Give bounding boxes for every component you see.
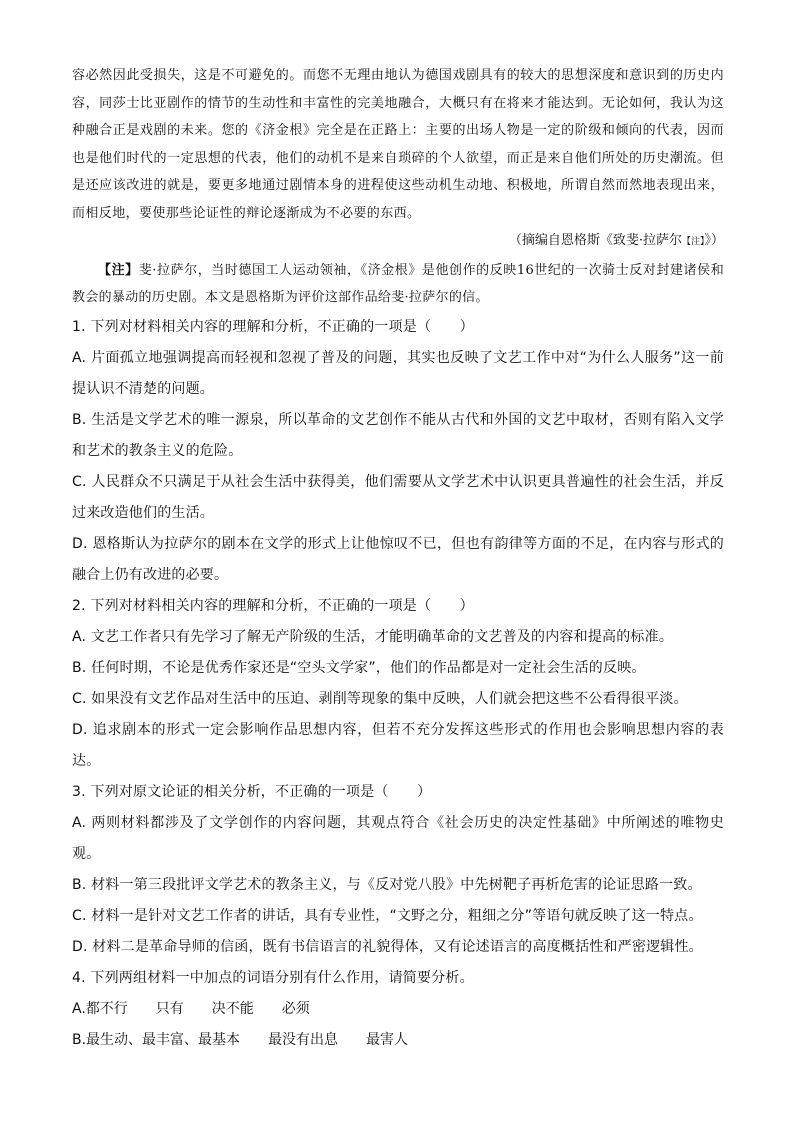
option-a: A. 文艺工作者只有先学习了解无产阶级的生活，才能明确革命的文艺普及的内容和提高的标准。 [72,628,674,645]
option-c: C. 材料一是针对文艺工作者的讲话，具有专业性，“文野之分，粗细之分”等语句就反映了这一特点。 [72,907,703,924]
word: B.最生动、最丰富、最基本 [72,1031,241,1048]
document-content [72,62,724,1056]
word: 最没有出息 [268,1031,339,1048]
question-stem: 1. 下列对材料相关内容的理解和分析，不正确的一项是（ ） [72,318,474,335]
word: A.都不行 [72,1000,128,1017]
note-label: 【注】 [98,262,139,278]
source-note-mark: 【注】 [681,237,705,247]
passage-source [72,227,724,257]
word-set-a [72,994,724,1025]
source-text: （摘编自恩格斯《致斐·拉萨尔 [508,233,682,248]
question-1 [72,312,724,591]
option-b: B. 生活是文学艺术的唯一源泉，所以革命的文艺创作不能从古代和外国的文艺中取材，否则有陷入文学和艺术的教条主义的危险。 [72,411,724,459]
note-body: 斐·拉萨尔，当时德国工人运动领袖，《济金根》是他创作的反映16世纪的一次骑士反对封建诸侯和教会的暴动的历史剧。本文是恩格斯为评价这部作品给斐·拉萨尔的信。 [72,262,724,305]
option-a: A. 两则材料都涉及了文学创作的内容问题，其观点符合《社会历史的决定性基础》中所阐述的唯物史观。 [72,814,724,862]
question-4 [72,963,724,1056]
source-close: 》） [704,233,724,248]
question-stem: 3. 下列对原文论证的相关分析，不正确的一项是（ ） [72,783,432,800]
option-d: D. 材料二是革命导师的信函，既有书信语言的礼貌得体，又有论述语言的高度概括性和严密逻辑性。 [72,938,703,955]
option-a: A. 片面孤立地强调提高而轻视和忽视了普及的问题，其实也反映了文艺工作中对“为什么人服务”这一前提认识不清楚的问题。 [72,349,724,397]
option-d: D. 恩格斯认为拉萨尔的剧本在文学的形式上让他惊叹不已，但也有韵律等方面的不足，在内容与形式的融合上仍有改进的必要。 [72,535,724,583]
question-stem: 2. 下列对材料相关内容的理解和分析，不正确的一项是（ ） [72,597,474,614]
word: 决不能 [211,1000,254,1017]
option-b: B. 材料一第三段批评文学艺术的教条主义，与《反对党八股》中先树靶子再析危害的论证思路一致。 [72,876,702,893]
question-stem: 4. 下列两组材料一中加点的词语分别有什么作用，请简要分析。 [72,969,474,986]
option-b: B. 任何时期，不论是优秀作家还是“空头文学家”，他们的作品都是对一定社会生活的反映。 [72,659,646,676]
option-c: C. 如果没有文艺作品对生活中的压迫、剥削等现象的集中反映，人们就会把这些不公看得很平淡。 [72,690,688,707]
option-c: C. 人民群众不只满足于从社会生活中获得美，他们需要从文学艺术中认识更具普遍性的社会生活，并反过来改造他们的生活。 [72,473,724,521]
word-set-b [72,1025,724,1056]
word: 必须 [281,1000,310,1017]
word: 只有 [155,1000,184,1017]
passage-paragraph: 容必然因此受损失，这是不可避免的。而您不无理由地认为德国戏剧具有的较大的思想深度和意识到的历史内容，同莎士比亚剧作的情节的生动性和丰富性的完美地融合，大概只有在将来才能达到。无论如何，我认为这种融合正是戏剧的未来。您的《济金根》完全是在正路上：主要的出场人物是一定的阶级和倾向的代表，因而也是他们时代的一定思想的代表，他们的动机不是来自琐碎的个人欲望，而正是来自他们所处的历史潮流。但是还应该改进的就是，要更多地通过剧情本身的进程使这些动机生动地、积极地，所谓自然而然地表现出来，而相反地，要使那些论证性的辩论逐渐成为不必要的东西。 [72,68,724,221]
question-3 [72,777,724,963]
option-d: D. 追求剧本的形式一定会影响作品思想内容，但若不充分发挥这些形式的作用也会影响思想内容的表达。 [72,721,724,769]
passage-note [72,257,724,312]
question-2 [72,591,724,777]
word: 最害人 [366,1031,409,1048]
